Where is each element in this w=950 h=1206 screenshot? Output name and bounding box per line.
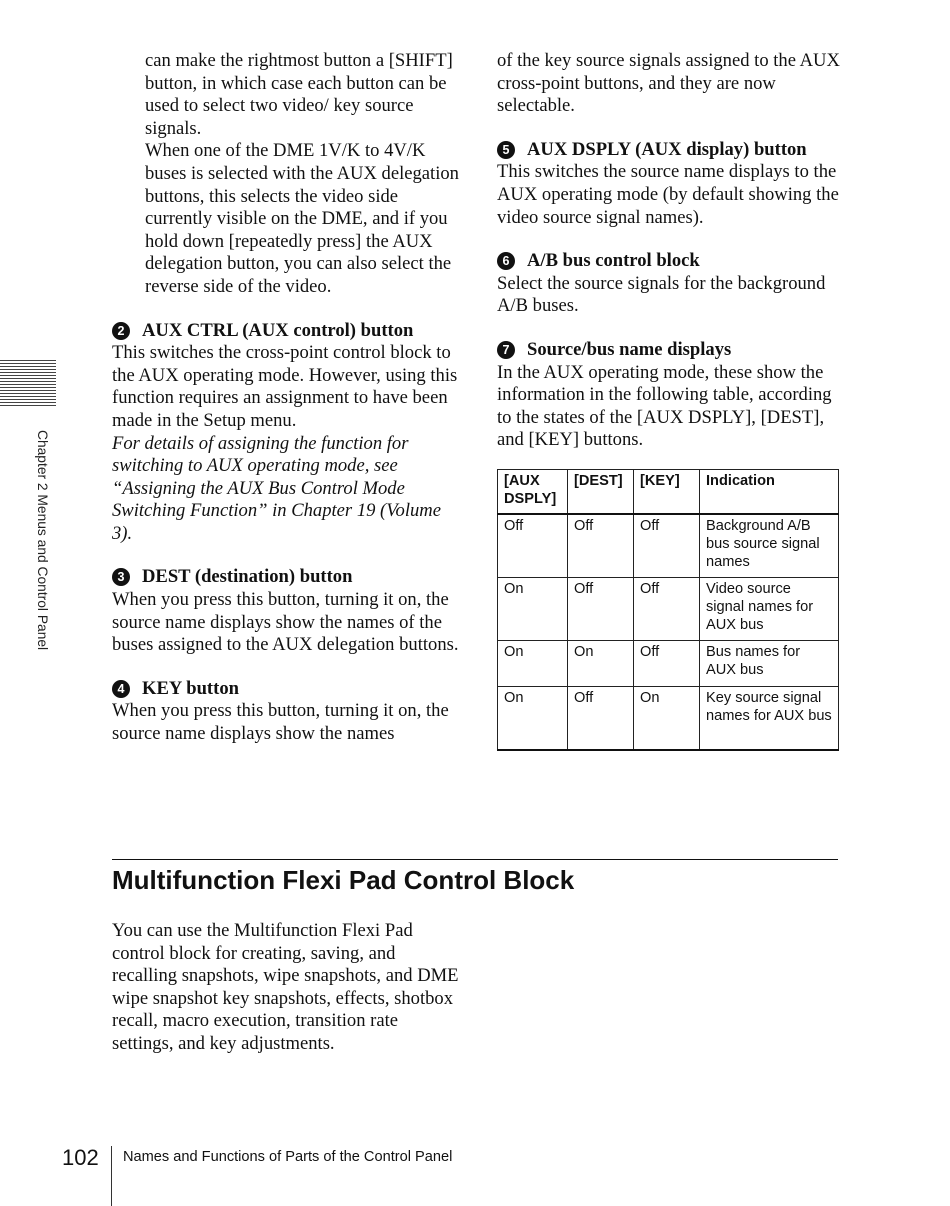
section-title: KEY button xyxy=(142,677,239,699)
section-title: AUX CTRL (AUX control) button xyxy=(142,319,414,341)
table-cell: Off xyxy=(568,577,634,640)
section-body: When you press this button, turning it on, the source name displays show the names of the buses assigned to the AUX delegation buttons. xyxy=(112,589,459,656)
table-row xyxy=(498,514,839,578)
table-cell: Video source signal names for AUX bus xyxy=(700,577,839,640)
table-row xyxy=(498,577,839,640)
section-body: When you press this button, turning it on, the source name displays show the names xyxy=(112,700,449,745)
table-header: [DEST] xyxy=(568,469,634,514)
cross-reference-note: For details of assigning the function for switching to AUX operating mode, see “Assigning the AUX Bus Control Mode Switching Function” in Chapter 19 (Volume 3). xyxy=(112,432,441,544)
table-cell: Off xyxy=(634,514,700,578)
table-cell: Off xyxy=(498,514,568,578)
section-key xyxy=(112,678,462,746)
section-heading xyxy=(497,139,842,162)
section-heading xyxy=(112,678,462,701)
chapter-tab-lines xyxy=(0,360,56,410)
indication-table xyxy=(497,469,839,751)
number-badge-icon: 2 xyxy=(112,322,130,340)
left-column xyxy=(112,50,462,746)
section-body: This switches the source name displays to the AUX operating mode (by default showing the video source signal names). xyxy=(497,161,839,228)
table-cell: On xyxy=(568,640,634,686)
section-heading xyxy=(112,566,462,589)
section-title: DEST (destination) button xyxy=(142,566,353,588)
continuation-block xyxy=(112,50,462,299)
footer-title: Names and Functions of Parts of the Control Panel xyxy=(123,1149,453,1165)
section-aux-ctrl xyxy=(112,320,462,546)
table-cell: On xyxy=(498,686,568,750)
table-cell: Off xyxy=(568,514,634,578)
continuation-paragraph: can make the rightmost button a [SHIFT] button, in which case each button can be used to select two video/ key source signals. xyxy=(145,50,453,139)
section-body: This switches the cross-point control block to the AUX operating mode. However, using this function requires an assignment to have been made in the Setup menu. xyxy=(112,342,458,431)
section-ab-bus xyxy=(497,250,842,318)
table-header: [AUX DSPLY] xyxy=(498,469,568,514)
table-cell: Key source signal names for AUX bus xyxy=(700,686,839,750)
table-cell: On xyxy=(498,577,568,640)
table-cell: Off xyxy=(634,640,700,686)
section-heading xyxy=(497,339,842,362)
number-badge-icon: 3 xyxy=(112,568,130,586)
number-badge-icon: 4 xyxy=(112,680,130,698)
section-aux-dsply xyxy=(497,139,842,229)
right-column xyxy=(497,50,842,751)
number-badge-icon: 5 xyxy=(497,141,515,159)
continuation-paragraph: of the key source signals assigned to the AUX cross-point buttons, and they are now selectable. xyxy=(497,50,840,117)
table-cell: Background A/B bus source signal names xyxy=(700,514,839,578)
section-dest xyxy=(112,566,462,656)
section-title: AUX DSPLY (AUX display) button xyxy=(527,138,807,160)
table-cell: Bus names for AUX bus xyxy=(700,640,839,686)
section-title: Source/bus name displays xyxy=(527,338,732,360)
table-cell: On xyxy=(634,686,700,750)
table-header: [KEY] xyxy=(634,469,700,514)
table-cell: On xyxy=(498,640,568,686)
section-name-displays xyxy=(497,339,842,452)
section-body: In the AUX operating mode, these show the information in the following table, according to the states of the [AUX DSPLY], [DEST], and [KEY] buttons. xyxy=(497,361,832,451)
page-number: 102 xyxy=(62,1145,99,1170)
number-badge-icon: 7 xyxy=(497,341,515,359)
continuation-paragraph: When one of the DME 1V/K to 4V/K buses is selected with the AUX delegation buttons, this selects the video side currently visible on the DME, and if you hold down [repeatedly press] the AUX delegation button, you can also select the reverse side of the video. xyxy=(145,140,459,297)
table-cell: Off xyxy=(634,577,700,640)
number-badge-icon: 6 xyxy=(497,252,515,270)
section-heading xyxy=(497,250,842,273)
table-header-row xyxy=(498,469,839,514)
table-row xyxy=(498,640,839,686)
section-main-title: Multifunction Flexi Pad Control Block xyxy=(112,865,575,895)
chapter-tab-label: Chapter 2 Menus and Control Panel xyxy=(35,430,50,651)
footer-divider xyxy=(111,1146,112,1206)
section-heading xyxy=(112,320,462,343)
section-divider xyxy=(112,859,838,860)
section-title: A/B bus control block xyxy=(527,250,700,272)
table-header: Indication xyxy=(700,469,839,514)
section-body: Select the source signals for the background A/B buses. xyxy=(497,272,826,317)
section-main-body: You can use the Multifunction Flexi Pad control block for creating, saving, and recalling snapshots, wipe snapshots, and DME wipe snapshot key snapshots, effects, shotbox recall, macro execution, transition rate settings, and key adjustments. xyxy=(112,920,459,1054)
table-row xyxy=(498,686,839,750)
table-cell: Off xyxy=(568,686,634,750)
